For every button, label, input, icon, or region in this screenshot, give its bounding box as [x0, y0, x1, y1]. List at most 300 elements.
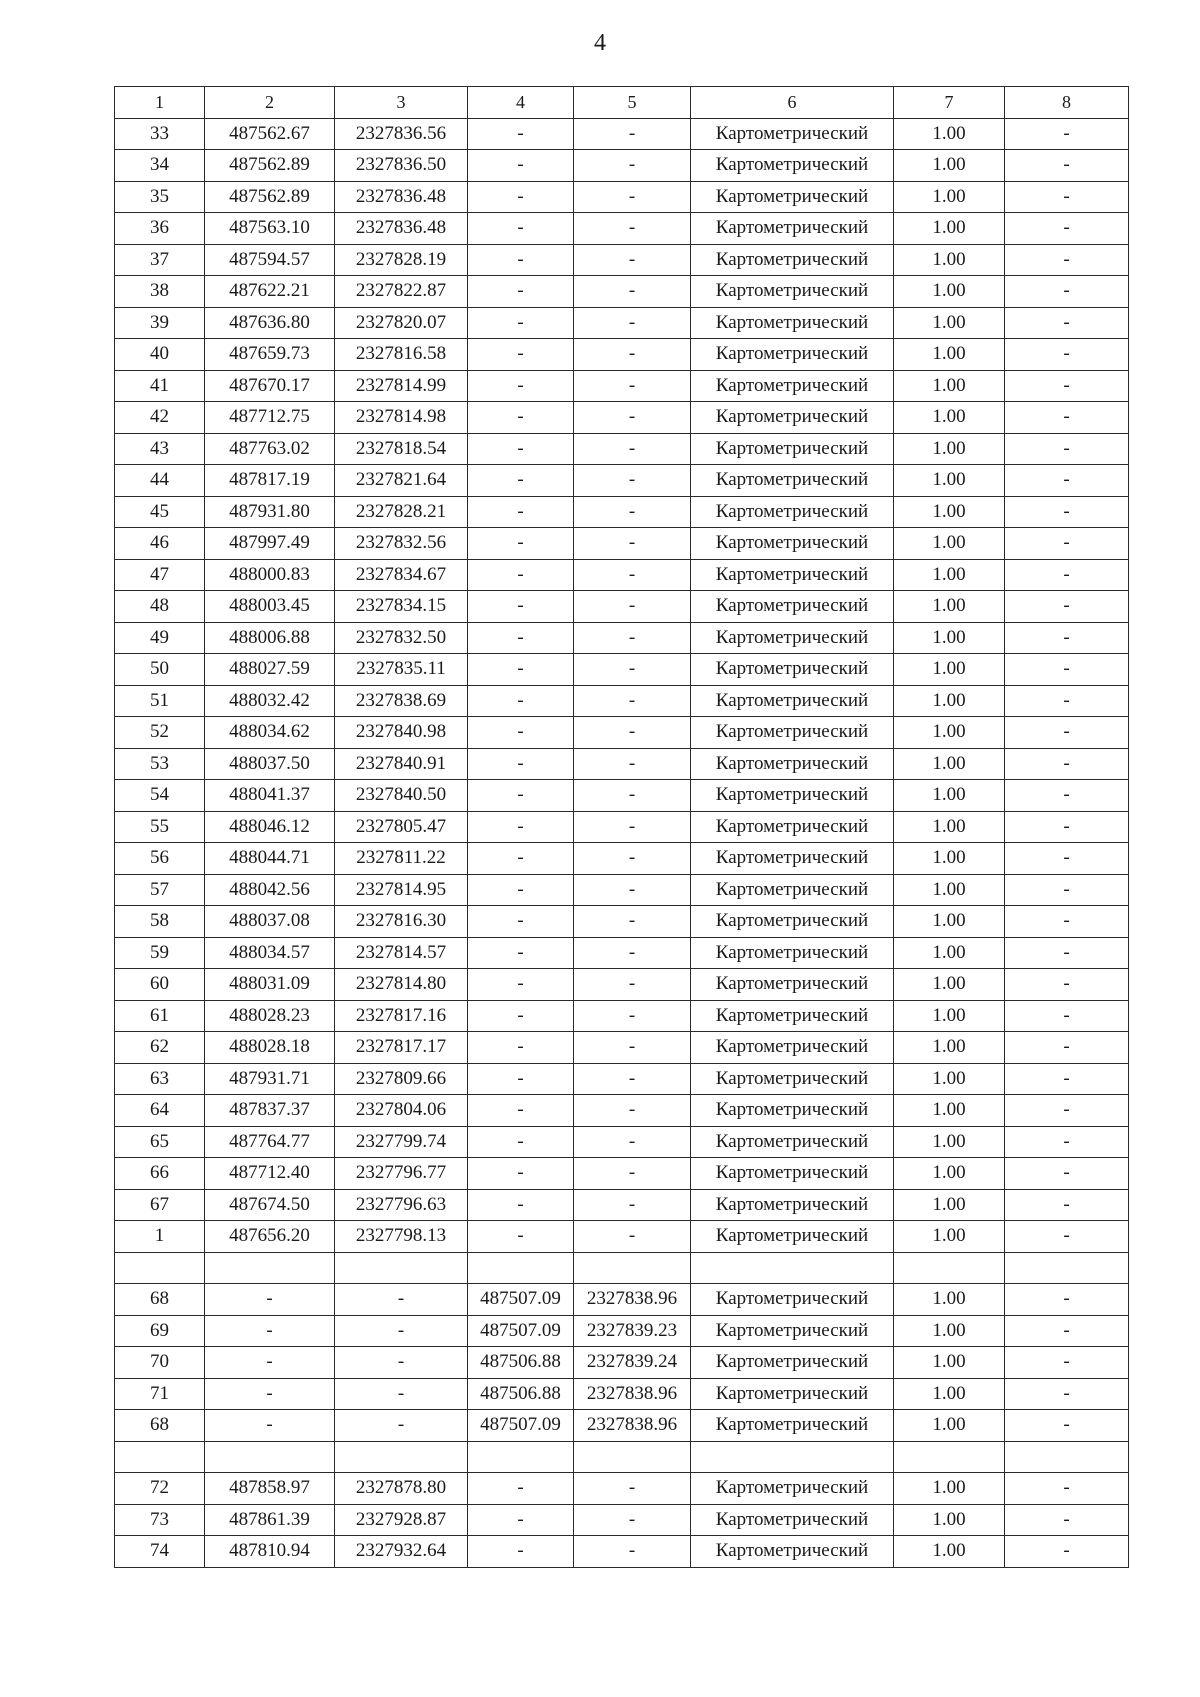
table-row — [115, 1473, 1129, 1505]
table-cell: 59 — [115, 937, 205, 969]
table-cell: Картометрический — [691, 370, 894, 402]
table-cell: 1.00 — [894, 1315, 1005, 1347]
table-cell: 57 — [115, 874, 205, 906]
table-cell: - — [574, 433, 691, 465]
table-cell: Картометрический — [691, 402, 894, 434]
table-cell: - — [468, 370, 574, 402]
table-cell: - — [468, 150, 574, 182]
table-cell: 487507.09 — [468, 1410, 574, 1442]
table-cell: 487674.50 — [205, 1189, 335, 1221]
table-cell: Картометрический — [691, 213, 894, 245]
table-cell: 1.00 — [894, 307, 1005, 339]
table-cell: - — [1005, 1347, 1129, 1379]
table-cell: 1.00 — [894, 559, 1005, 591]
table-body — [115, 118, 1129, 1567]
table-cell: Картометрический — [691, 1473, 894, 1505]
table-cell: - — [574, 843, 691, 875]
table-cell: Картометрический — [691, 843, 894, 875]
table-cell: 45 — [115, 496, 205, 528]
table-cell: Картометрический — [691, 1000, 894, 1032]
table-row — [115, 1284, 1129, 1316]
table-cell: Картометрический — [691, 1504, 894, 1536]
table-row — [115, 874, 1129, 906]
table-cell: 47 — [115, 559, 205, 591]
table-cell: - — [574, 528, 691, 560]
table-row — [115, 748, 1129, 780]
table-cell: 1.00 — [894, 118, 1005, 150]
table-cell: 52 — [115, 717, 205, 749]
table-cell: 487594.57 — [205, 244, 335, 276]
table-cell: 44 — [115, 465, 205, 497]
table-row — [115, 1063, 1129, 1095]
table-cell: - — [468, 402, 574, 434]
column-header: 8 — [1005, 87, 1129, 119]
table-cell: 61 — [115, 1000, 205, 1032]
table-cell: 67 — [115, 1189, 205, 1221]
table-cell: 2327836.48 — [335, 213, 468, 245]
table-cell: 1.00 — [894, 969, 1005, 1001]
table-cell: - — [574, 780, 691, 812]
table-cell: 1.00 — [894, 213, 1005, 245]
table-cell: Картометрический — [691, 433, 894, 465]
table-cell: Картометрический — [691, 591, 894, 623]
table-cell: 487659.73 — [205, 339, 335, 371]
table-cell: Картометрический — [691, 1189, 894, 1221]
table-cell: 2327834.15 — [335, 591, 468, 623]
table-cell: 487858.97 — [205, 1473, 335, 1505]
table-cell: - — [1005, 717, 1129, 749]
column-header: 1 — [115, 87, 205, 119]
table-cell: 2327932.64 — [335, 1536, 468, 1568]
table-cell: 1.00 — [894, 370, 1005, 402]
table-cell: - — [468, 181, 574, 213]
table-row — [115, 339, 1129, 371]
table-cell: - — [205, 1284, 335, 1316]
table-cell: 487810.94 — [205, 1536, 335, 1568]
table-cell: - — [1005, 622, 1129, 654]
table-cell: 487563.10 — [205, 213, 335, 245]
table-cell: 1.00 — [894, 244, 1005, 276]
table-cell: - — [1005, 370, 1129, 402]
table-cell: - — [1005, 213, 1129, 245]
table-cell: - — [574, 370, 691, 402]
table-cell: Картометрический — [691, 906, 894, 938]
table-cell: - — [468, 1095, 574, 1127]
table-cell: 488003.45 — [205, 591, 335, 623]
table-cell: 43 — [115, 433, 205, 465]
table-row — [115, 906, 1129, 938]
table-cell: 1.00 — [894, 496, 1005, 528]
table-row — [115, 465, 1129, 497]
table-cell: 1.00 — [894, 1410, 1005, 1442]
table-cell: - — [335, 1315, 468, 1347]
table-cell: - — [574, 685, 691, 717]
table-cell: 1.00 — [894, 150, 1005, 182]
table-cell: 2327839.24 — [574, 1347, 691, 1379]
table-cell: - — [1005, 1410, 1129, 1442]
table-cell: Картометрический — [691, 622, 894, 654]
table-cell: 72 — [115, 1473, 205, 1505]
table-cell: 40 — [115, 339, 205, 371]
table-cell: 42 — [115, 402, 205, 434]
table-cell: 488037.50 — [205, 748, 335, 780]
table-cell: 1.00 — [894, 433, 1005, 465]
table-cell: 69 — [115, 1315, 205, 1347]
table-cell: 65 — [115, 1126, 205, 1158]
table-cell: 1.00 — [894, 1126, 1005, 1158]
table-cell: - — [1005, 1063, 1129, 1095]
table-cell: - — [1005, 591, 1129, 623]
table-cell: 2327839.23 — [574, 1315, 691, 1347]
table-cell: Картометрический — [691, 969, 894, 1001]
table-cell: 1.00 — [894, 685, 1005, 717]
table-cell: 1.00 — [894, 1504, 1005, 1536]
table-cell: 51 — [115, 685, 205, 717]
table-cell: Картометрический — [691, 1095, 894, 1127]
table-cell: 488028.23 — [205, 1000, 335, 1032]
table-cell: - — [468, 874, 574, 906]
table-cell: Картометрический — [691, 1032, 894, 1064]
table-cell: - — [1005, 150, 1129, 182]
table-cell: 487712.75 — [205, 402, 335, 434]
table-cell: - — [574, 1158, 691, 1190]
table-cell — [691, 1252, 894, 1284]
table-cell: 70 — [115, 1347, 205, 1379]
table-cell: - — [574, 1032, 691, 1064]
table-cell: - — [574, 1189, 691, 1221]
table-cell: Картометрический — [691, 1378, 894, 1410]
table-cell: - — [468, 748, 574, 780]
table-row — [115, 276, 1129, 308]
table-cell — [1005, 1441, 1129, 1473]
table-cell: 1.00 — [894, 1189, 1005, 1221]
table-cell: 2327821.64 — [335, 465, 468, 497]
table-cell: 488028.18 — [205, 1032, 335, 1064]
table-row — [115, 1032, 1129, 1064]
page-number: 4 — [594, 30, 606, 56]
table-cell: 55 — [115, 811, 205, 843]
table-row — [115, 591, 1129, 623]
table-cell: 2327814.98 — [335, 402, 468, 434]
table-row — [115, 1347, 1129, 1379]
table-cell: Картометрический — [691, 748, 894, 780]
table-row — [115, 118, 1129, 150]
column-header: 3 — [335, 87, 468, 119]
table-row — [115, 559, 1129, 591]
table-cell: 71 — [115, 1378, 205, 1410]
table-row — [115, 1315, 1129, 1347]
table-cell: 68 — [115, 1410, 205, 1442]
table-cell: 34 — [115, 150, 205, 182]
table-cell: - — [1005, 1473, 1129, 1505]
table-cell: 488046.12 — [205, 811, 335, 843]
table-cell: 487562.67 — [205, 118, 335, 150]
table-cell: - — [468, 654, 574, 686]
table-cell: - — [468, 811, 574, 843]
table-cell: 2327805.47 — [335, 811, 468, 843]
table-cell: Картометрический — [691, 874, 894, 906]
table-cell: 66 — [115, 1158, 205, 1190]
table-cell: 1.00 — [894, 402, 1005, 434]
table-cell: 2327828.21 — [335, 496, 468, 528]
table-cell: - — [1005, 559, 1129, 591]
table-cell: - — [574, 937, 691, 969]
table-cell: 1.00 — [894, 937, 1005, 969]
table-cell: - — [574, 1221, 691, 1253]
table-cell — [115, 1252, 205, 1284]
table-cell: - — [574, 307, 691, 339]
table-cell: - — [468, 1063, 574, 1095]
table-cell: - — [1005, 1378, 1129, 1410]
table-cell: Картометрический — [691, 528, 894, 560]
table-row — [115, 811, 1129, 843]
table-cell: 2327798.13 — [335, 1221, 468, 1253]
table-cell: 56 — [115, 843, 205, 875]
table-cell: - — [1005, 1158, 1129, 1190]
table-cell: Картометрический — [691, 654, 894, 686]
table-cell: 2327928.87 — [335, 1504, 468, 1536]
table-cell: 488034.57 — [205, 937, 335, 969]
table-cell: - — [205, 1410, 335, 1442]
table-cell: 488032.42 — [205, 685, 335, 717]
table-cell: 488042.56 — [205, 874, 335, 906]
table-cell: 2327814.57 — [335, 937, 468, 969]
table-cell: - — [1005, 780, 1129, 812]
table-cell: 2327836.50 — [335, 150, 468, 182]
table-cell: - — [574, 591, 691, 623]
table-cell: 488006.88 — [205, 622, 335, 654]
table-cell: - — [468, 1032, 574, 1064]
table-cell: - — [1005, 1504, 1129, 1536]
table-cell: 487997.49 — [205, 528, 335, 560]
table-cell: - — [468, 1473, 574, 1505]
table-cell: Картометрический — [691, 118, 894, 150]
table-row — [115, 969, 1129, 1001]
table-cell: - — [335, 1347, 468, 1379]
table-row — [115, 496, 1129, 528]
table-cell: - — [574, 402, 691, 434]
table-cell: 487837.37 — [205, 1095, 335, 1127]
table-cell: 487636.80 — [205, 307, 335, 339]
table-cell: 2327840.98 — [335, 717, 468, 749]
table-cell: 1.00 — [894, 654, 1005, 686]
table-cell: 37 — [115, 244, 205, 276]
table-cell: Картометрический — [691, 1158, 894, 1190]
table-cell: 1.00 — [894, 1284, 1005, 1316]
table-cell: 2327818.54 — [335, 433, 468, 465]
table-cell: Картометрический — [691, 1410, 894, 1442]
table-cell: - — [468, 1158, 574, 1190]
table-cell: - — [574, 1473, 691, 1505]
table-cell: Картометрический — [691, 150, 894, 182]
table-cell: - — [1005, 685, 1129, 717]
table-cell: 488027.59 — [205, 654, 335, 686]
table-cell: 54 — [115, 780, 205, 812]
table-cell: - — [468, 906, 574, 938]
table-cell: - — [1005, 496, 1129, 528]
table-cell: 1.00 — [894, 1536, 1005, 1568]
table-cell: - — [468, 622, 574, 654]
table-cell: 1.00 — [894, 906, 1005, 938]
table-cell: - — [1005, 1126, 1129, 1158]
table-cell: 487931.80 — [205, 496, 335, 528]
table-cell: 2327838.69 — [335, 685, 468, 717]
table-cell: - — [1005, 465, 1129, 497]
table-cell: 41 — [115, 370, 205, 402]
table-cell: 1.00 — [894, 1473, 1005, 1505]
table-cell: - — [1005, 307, 1129, 339]
table-cell: - — [1005, 1189, 1129, 1221]
table-cell: - — [574, 181, 691, 213]
table-cell: - — [574, 244, 691, 276]
table-cell: 2327878.80 — [335, 1473, 468, 1505]
table-cell: 2327814.80 — [335, 969, 468, 1001]
table-row — [115, 1378, 1129, 1410]
table-cell — [468, 1441, 574, 1473]
table-cell — [115, 1441, 205, 1473]
table-cell: - — [1005, 402, 1129, 434]
table-cell: 33 — [115, 118, 205, 150]
table-cell: Картометрический — [691, 1284, 894, 1316]
table-cell: - — [468, 937, 574, 969]
table-cell: 49 — [115, 622, 205, 654]
table-cell: 488037.08 — [205, 906, 335, 938]
table-cell: - — [468, 433, 574, 465]
table-cell: 487764.77 — [205, 1126, 335, 1158]
table-row — [115, 150, 1129, 182]
table-cell: 53 — [115, 748, 205, 780]
table-cell: 487656.20 — [205, 1221, 335, 1253]
table-cell: - — [1005, 874, 1129, 906]
table-cell: Картометрический — [691, 1315, 894, 1347]
table-cell: - — [574, 622, 691, 654]
table-cell: - — [468, 118, 574, 150]
table-cell: - — [335, 1284, 468, 1316]
table-cell: 487861.39 — [205, 1504, 335, 1536]
table-row — [115, 244, 1129, 276]
table-cell: 73 — [115, 1504, 205, 1536]
table-cell — [335, 1252, 468, 1284]
table-cell: 488041.37 — [205, 780, 335, 812]
table-cell: Картометрический — [691, 559, 894, 591]
table-cell: 2327840.50 — [335, 780, 468, 812]
table-cell: - — [1005, 118, 1129, 150]
table-cell: Картометрический — [691, 937, 894, 969]
table-cell: 2327814.99 — [335, 370, 468, 402]
table-cell: - — [1005, 811, 1129, 843]
table-cell: 1.00 — [894, 1032, 1005, 1064]
table-cell: 2327804.06 — [335, 1095, 468, 1127]
column-header: 6 — [691, 87, 894, 119]
table-cell: - — [1005, 244, 1129, 276]
table-cell — [335, 1441, 468, 1473]
table-cell: - — [574, 213, 691, 245]
table-cell: - — [574, 654, 691, 686]
table-cell: - — [574, 969, 691, 1001]
table-cell: 1.00 — [894, 748, 1005, 780]
table-cell: 38 — [115, 276, 205, 308]
table-cell: - — [574, 811, 691, 843]
table-cell: - — [1005, 1095, 1129, 1127]
table-cell: - — [468, 780, 574, 812]
table-cell: 1.00 — [894, 1095, 1005, 1127]
column-header: 7 — [894, 87, 1005, 119]
table-cell: 1.00 — [894, 717, 1005, 749]
table-cell: 1.00 — [894, 276, 1005, 308]
table-cell: 2327814.95 — [335, 874, 468, 906]
table-cell: - — [574, 496, 691, 528]
table-row — [115, 717, 1129, 749]
table-cell: Картометрический — [691, 276, 894, 308]
table-cell: 2327832.56 — [335, 528, 468, 560]
table-row — [115, 654, 1129, 686]
table-cell — [205, 1441, 335, 1473]
table-row — [115, 1252, 1129, 1284]
table-cell: - — [335, 1378, 468, 1410]
table-cell: Картометрический — [691, 307, 894, 339]
table-cell: 2327817.17 — [335, 1032, 468, 1064]
table-cell: - — [468, 1504, 574, 1536]
table-cell: - — [468, 1126, 574, 1158]
table-row — [115, 1441, 1129, 1473]
table-cell: - — [468, 591, 574, 623]
table-cell: 1.00 — [894, 339, 1005, 371]
table-cell: 488000.83 — [205, 559, 335, 591]
table-cell: - — [468, 339, 574, 371]
table-cell: 2327838.96 — [574, 1284, 691, 1316]
table-cell: - — [1005, 654, 1129, 686]
table-row — [115, 937, 1129, 969]
table-cell: 50 — [115, 654, 205, 686]
header-row — [115, 87, 1129, 119]
table-cell: 1.00 — [894, 843, 1005, 875]
table-cell: 487506.88 — [468, 1378, 574, 1410]
table-cell: Картометрический — [691, 1221, 894, 1253]
table-cell: 2327811.22 — [335, 843, 468, 875]
table-cell: 63 — [115, 1063, 205, 1095]
table-cell: 487763.02 — [205, 433, 335, 465]
table-cell: - — [468, 717, 574, 749]
table-cell: - — [468, 1189, 574, 1221]
table-cell: - — [574, 1095, 691, 1127]
table-cell: 2327836.48 — [335, 181, 468, 213]
table-cell: 488034.62 — [205, 717, 335, 749]
table-cell: 2327796.77 — [335, 1158, 468, 1190]
table-row — [115, 1536, 1129, 1568]
table-cell: 68 — [115, 1284, 205, 1316]
table-cell: 487507.09 — [468, 1315, 574, 1347]
table-cell: 1.00 — [894, 528, 1005, 560]
table-cell: 487817.19 — [205, 465, 335, 497]
table-cell: 1.00 — [894, 1000, 1005, 1032]
table-row — [115, 780, 1129, 812]
table-row — [115, 1095, 1129, 1127]
table-cell: 1.00 — [894, 181, 1005, 213]
table-cell: - — [468, 213, 574, 245]
table-cell: 488031.09 — [205, 969, 335, 1001]
table-cell: - — [468, 465, 574, 497]
table-cell: - — [574, 1063, 691, 1095]
table-cell: Картометрический — [691, 1536, 894, 1568]
table-cell: 487670.17 — [205, 370, 335, 402]
table-cell: - — [574, 559, 691, 591]
table-cell: 487507.09 — [468, 1284, 574, 1316]
table-cell: - — [335, 1410, 468, 1442]
table-cell: - — [205, 1315, 335, 1347]
table-cell: 487712.40 — [205, 1158, 335, 1190]
table-cell: - — [574, 1126, 691, 1158]
table-cell: Картометрический — [691, 811, 894, 843]
